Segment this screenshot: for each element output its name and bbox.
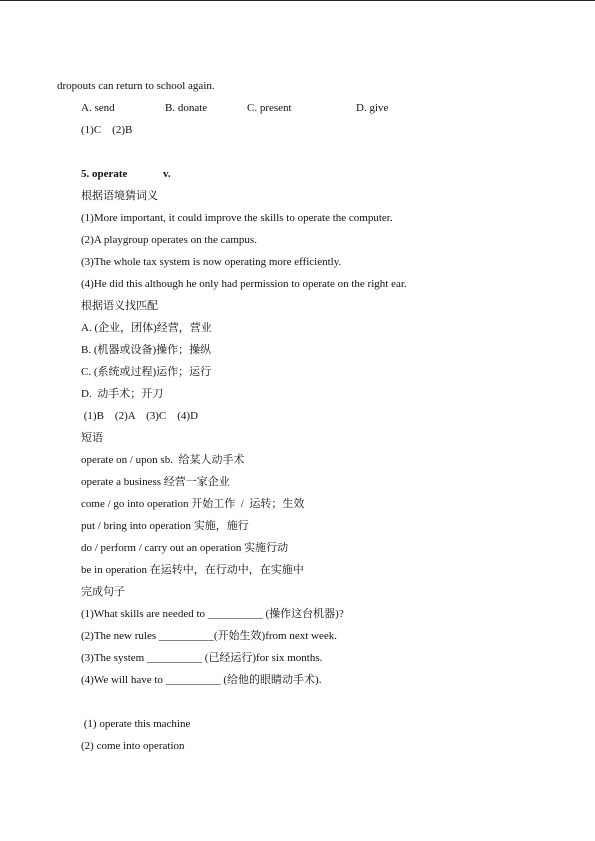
page-top-border [0, 0, 595, 1]
option-d: D. give [356, 102, 389, 114]
example-sentence: (4)He did this although he only had permission to operate on the right ear. [81, 278, 407, 290]
answer-key: (2) come into operation [81, 740, 185, 752]
fill-in-sentence: (2)The new rules __________(开始生效)from next week. [81, 630, 337, 642]
fill-in-sentence: (3)The system __________ (已经运行)for six months. [81, 652, 323, 664]
answer-key: (1) operate this machine [81, 718, 191, 730]
entry-part-of-speech: v. [163, 168, 171, 180]
previous-item-tail: dropouts can return to school again. [57, 80, 215, 92]
phrase-item: be in operation 在运转中，在行动中，在实施中 [81, 564, 304, 576]
phrase-item: operate on / upon sb. 给某人动手术 [81, 454, 245, 466]
phrase-item: put / bring into operation 实施，施行 [81, 520, 249, 532]
meaning-item: A. (企业，团体)经营，营业 [81, 322, 212, 334]
example-sentence: (3)The whole tax system is now operating more efficiently. [81, 256, 342, 268]
option-a: A. send [81, 102, 115, 114]
match-answers: (1)B (2)A (3)C (4)D [81, 410, 199, 422]
example-sentence: (1)More important, it could improve the skills to operate the computer. [81, 212, 393, 224]
phrase-item: do / perform / carry out an operation 实施行动 [81, 542, 289, 554]
entry-headword: 5. operate [81, 168, 128, 180]
meaning-item: D. 动手术；开刀 [81, 388, 164, 400]
phrase-item: operate a business 经营一家企业 [81, 476, 230, 488]
option-b: B. donate [165, 102, 208, 114]
guess-heading: 根据语境猜词义 [81, 190, 158, 202]
match-heading: 根据语义找匹配 [81, 300, 158, 312]
meaning-item: C. (系统或过程)运作；运行 [81, 366, 212, 378]
example-sentence: (2)A playgroup operates on the campus. [81, 234, 257, 246]
meaning-item: B. (机器或设备)操作；操纵 [81, 344, 212, 356]
phrases-heading: 短语 [81, 432, 103, 444]
fill-in-sentence: (1)What skills are needed to __________ (操作这台机器)? [81, 608, 344, 620]
fill-in-sentence: (4)We will have to __________ (给他的眼睛动手术). [81, 674, 322, 686]
option-c: C. present [247, 102, 292, 114]
complete-heading: 完成句子 [81, 586, 125, 598]
phrase-item: come / go into operation 开始工作 / 运转；生效 [81, 498, 305, 510]
previous-answers: (1)C (2)B [81, 124, 133, 136]
